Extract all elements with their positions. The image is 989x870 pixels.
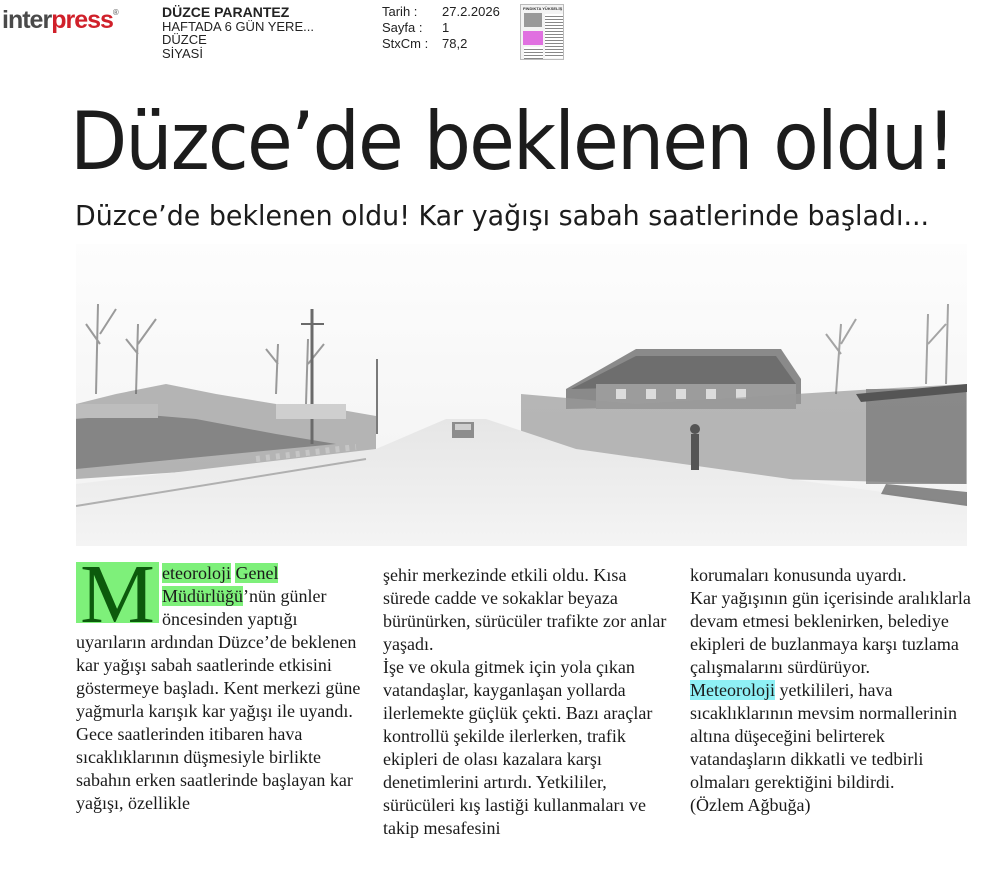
col1-paragraph-2: Gece saatlerinden itibaren hava sıcaklıklarının düşmesiyle birlikte sabahın erken saatlerinde başlayan kar yağışı, özellikle: [76, 724, 353, 813]
page-label: Sayfa :: [382, 20, 423, 35]
col3-paragraph-3-text: yetkilileri, hava sıcaklıklarının mevsim normallerinin altına düşeceğini belirterek vatandaşların dikkatli ve tedbirli olmaları gerektiğini bildirdi.: [690, 680, 957, 792]
publication-frequency: HAFTADA 6 GÜN YERE...: [162, 18, 314, 34]
page-thumbnail[interactable]: [520, 4, 564, 60]
dropcap-letter: M: [76, 562, 159, 623]
clipping-meta: [382, 4, 500, 52]
logo-inter-text: inter: [2, 6, 52, 34]
highlight-meteoroloji-2: Meteoroloji: [690, 680, 775, 700]
article-column-1: [76, 548, 361, 815]
col1-paragraph-1: [76, 548, 361, 723]
article-column-2: [383, 564, 668, 840]
highlight-mudurlugu: Müdürlüğü: [162, 586, 243, 606]
article-column-3: [690, 564, 975, 817]
snowy-street-image: [76, 244, 967, 546]
date-value: 27.2.2026: [442, 4, 500, 19]
page-row: [382, 20, 500, 36]
stxcm-label: StxCm :: [382, 36, 429, 51]
thumbnail-headline: FINDIKTA YÜKSELİŞ: [523, 6, 563, 11]
thumbnail-highlight: [523, 31, 543, 45]
article-subheadline: Düzce’de beklenen oldu! Kar yağışı sabah saatlerinde başladı...: [75, 199, 930, 232]
thumbnail-text-lines-lower: [524, 47, 543, 59]
stxcm-value: 78,2: [442, 36, 468, 51]
article-headline: Düzce’de beklenen oldu!: [70, 95, 955, 188]
date-row: [382, 4, 500, 20]
highlight-meteoroloji: eteoroloji: [162, 563, 231, 583]
col1-paragraph-1-text: ’nün günler öncesinden yaptığı uyarıların ardından Düzce’de beklenen kar yağışı sabah saatlerinde etkisini göstermeye başladı. Kent merkezi güne yağmurla karışık kar yağışı ile uyandı.: [76, 586, 361, 721]
thumbnail-photo: [524, 13, 542, 27]
highlight-genel: Genel: [235, 563, 279, 583]
publication-info: [162, 6, 314, 60]
logo-registered-mark: ®: [112, 8, 118, 17]
publication-city: DÜZCE: [162, 32, 207, 47]
publication-category: SİYASİ: [162, 45, 203, 61]
page-value: 1: [442, 20, 450, 35]
col3-paragraph-3: [690, 679, 975, 794]
col3-paragraph-1: korumaları konusunda uyardı.: [690, 565, 907, 585]
date-label: Tarih :: [382, 4, 418, 19]
col2-paragraph-2: İşe ve okula gitmek için yola çıkan vatandaşlar, kayganlaşan yollarda ilerlemekte güçlük çekti. Bazı araçlar kontrollü şekilde ilerlerken, trafik ekipleri de olası kazalara karşı denetimlerini artırdı. Yetkililer, sürücüleri kış lastiği kullanmaları ve takip mesafesini: [383, 657, 653, 838]
col2-paragraph-1: şehir merkezinde etkili oldu. Kısa sürede cadde ve sokaklar beyaza bürünürken, sürücüler trafikte zor anlar yaşadı.: [383, 565, 667, 654]
publication-name: DÜZCE PARANTEZ: [162, 4, 290, 20]
interpress-logo: [2, 6, 118, 35]
article-photo: [76, 244, 967, 546]
thumbnail-text-lines: [545, 14, 563, 58]
article-byline: (Özlem Ağbuğa): [690, 795, 811, 815]
stxcm-row: [382, 36, 500, 52]
logo-press-text: press: [51, 6, 113, 34]
col3-paragraph-2: Kar yağışının gün içerisinde aralıklarla devam etmesi beklenirken, belediye ekipleri de buzlanmaya karşı tuzlama çalışmalarını sürdürüyor.: [690, 588, 971, 677]
